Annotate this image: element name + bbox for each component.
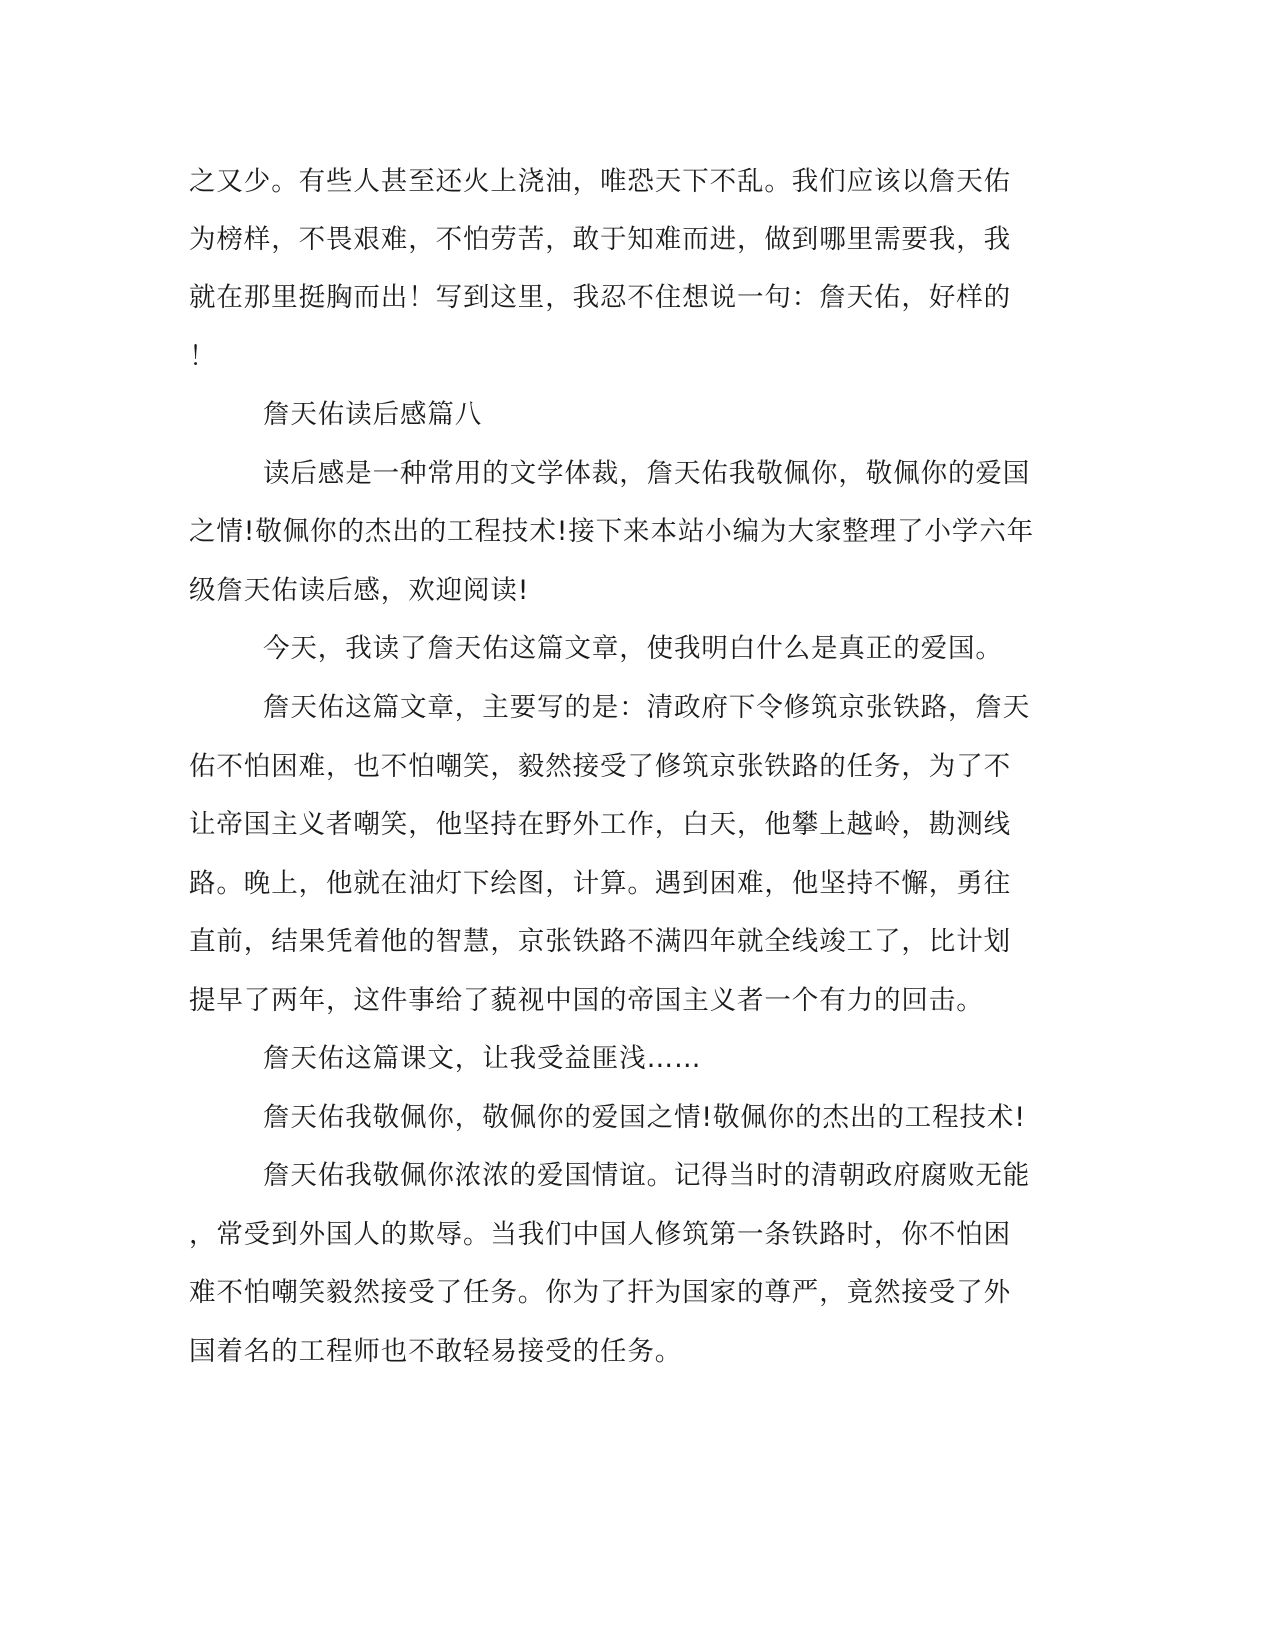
- paragraph-line: 为榜样，不畏艰难，不怕劳苦，敢于知难而进，做到哪里需要我，我: [189, 224, 1011, 255]
- paragraph-line: 詹天佑我敬佩你浓浓的爱国情谊。记得当时的清朝政府腐败无能: [263, 1160, 1031, 1191]
- paragraph-line: 路。晚上，他就在油灯下绘图，计算。遇到困难，他坚持不懈，勇往: [189, 868, 1011, 899]
- paragraph-line: 让帝国主义者嘲笑，他坚持在野外工作，白天，他攀上越岭，勘测线: [189, 809, 1011, 840]
- paragraph-line: 之情!敬佩你的杰出的工程技术!接下来本站小编为大家整理了小学六年: [189, 516, 1035, 547]
- paragraph-line: 国着名的工程师也不敢轻易接受的任务。: [189, 1336, 683, 1367]
- paragraph-line: 难不怕嘲笑毅然接受了任务。你为了扞为国家的尊严，竟然接受了外: [189, 1277, 1011, 1308]
- paragraph-line: ，常受到外国人的欺辱。当我们中国人修筑第一条铁路时，你不怕困: [189, 1219, 1011, 1250]
- paragraph-line: 提早了两年，这件事给了藐视中国的帝国主义者一个有力的回击。: [189, 985, 984, 1016]
- paragraph-line: 詹天佑这篇课文，让我受益匪浅……: [263, 1043, 702, 1074]
- paragraph-line: 詹天佑我敬佩你，敬佩你的爱国之情!敬佩你的杰出的工程技术!: [263, 1102, 1026, 1133]
- paragraph-line: 直前，结果凭着他的智慧，京张铁路不满四年就全线竣工了，比计划: [189, 926, 1011, 957]
- section-heading: 詹天佑读后感篇八: [263, 399, 483, 430]
- paragraph-line: 级詹天佑读后感，欢迎阅读!: [189, 575, 530, 606]
- paragraph-line: 佑不怕困难，也不怕嘲笑，毅然接受了修筑京张铁路的任务，为了不: [189, 751, 1011, 782]
- paragraph-line: 詹天佑这篇文章，主要写的是：清政府下令修筑京张铁路，詹天: [263, 692, 1031, 723]
- paragraph-line: 读后感是一种常用的文学体裁，詹天佑我敬佩你，敬佩你的爱国: [263, 458, 1031, 489]
- paragraph-line: 之又少。有些人甚至还火上浇油，唯恐天下不乱。我们应该以詹天佑: [189, 166, 1011, 197]
- paragraph-line: 就在那里挺胸而出！写到这里，我忍不住想说一句：詹天佑，好样的: [189, 282, 1011, 313]
- paragraph-line: 今天，我读了詹天佑这篇文章，使我明白什么是真正的爱国。: [263, 633, 1003, 664]
- paragraph-line: ！: [189, 341, 217, 372]
